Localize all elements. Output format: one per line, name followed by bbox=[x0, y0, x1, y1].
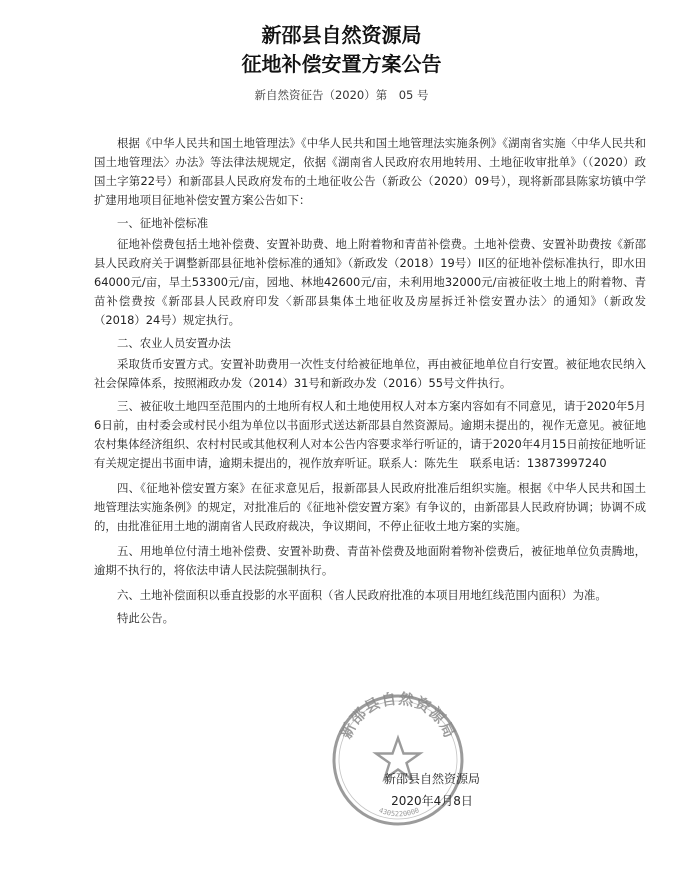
section-heading-resettlement: 二、农业人员安置办法 bbox=[117, 336, 231, 350]
objection-paragraph: 三、被征收土地四至范围内的土地所有权人和土地使用权人对本方案内容如有不同意见，请于2020年5月6日前，由村委会或村民小组为单位以书面形式送达新邵县自然资源局。逾期未提出的，视作无意见。被征地农村集体经济组织、农村村民或其他权利人对本公告内容要求举行听证的，请于2020年4月15日前按征地听证有关规定提出书面申请，逾期未提出的，视作放弃听证。联系人：陈先生 联系电话：13873997240 bbox=[94, 399, 646, 470]
issuer-title: 新邵县自然资源局 bbox=[261, 23, 422, 47]
svg-text:新邵县自然资源局 bbox=[337, 690, 459, 741]
closing-paragraph: 特此公告。 bbox=[117, 611, 174, 625]
signature-organization: 新邵县自然资源局 bbox=[383, 772, 480, 786]
enforcement-paragraph: 五、用地单位付清土地补偿费、安置补助费、青苗补偿费及地面附着物补偿费后，被征地单位负责腾地，逾期不执行的，将依法申请人民法院强制执行。 bbox=[94, 544, 646, 577]
resettlement-paragraph: 采取货币安置方式。安置补助费用一次性支付给被征地单位，再由被征地单位自行安置。被征地农民纳入社会保障体系，按照湘政办发（2014）31号和新政办发（2016）55号文件执行。 bbox=[94, 357, 646, 390]
official-seal-icon bbox=[328, 690, 468, 830]
seal-text: 新邵县自然资源局 bbox=[336, 690, 460, 742]
document-number: 新自然资征告（2020）第 05 号 bbox=[254, 88, 429, 102]
seal-code: 4305220000 bbox=[377, 806, 421, 819]
approval-paragraph: 四、《征地补偿安置方案》在征求意见后，报新邵县人民政府批准后组织实施。根据《中华人民共和国土地管理法实施条例》的规定，对批准后的《征地补偿安置方案》有争议的，由新邵县人民政府协调；协调不成的，由批准征用土地的湖南省人民政府裁决，争议期间，不停止征收土地方案的实施。 bbox=[94, 481, 646, 533]
compensation-paragraph: 征地补偿费包括土地补偿费、安置补助费、地上附着物和青苗补偿费。土地补偿费、安置补助费按《新邵县人民政府关于调整新邵县征地补偿标准的通知》（新政发（2018）19号）II区的征地补偿标准执行，即水田64000元/亩，旱土53300元/亩，园地、林地42600元/亩，未利用地32000元/亩被征收土地上的附着物、青苗补偿费按《新邵县人民政府印发〈新邵县集体土地征收及房屋拆迁补偿安置办法〉的通知》（新政发（2018）24号）规定执行。 bbox=[94, 237, 646, 327]
area-paragraph: 六、土地补偿面积以垂直投影的水平面积（省人民政府批准的本项目用地红线范围内面积）为准。 bbox=[117, 588, 607, 602]
notice-title: 征地补偿安置方案公告 bbox=[241, 52, 442, 76]
section-heading-compensation: 一、征地补偿标准 bbox=[117, 216, 209, 230]
signature-date: 2020年4月8日 bbox=[391, 794, 473, 808]
notice-body bbox=[94, 134, 646, 632]
intro-paragraph: 根据《中华人民共和国土地管理法》《中华人民共和国土地管理法实施条例》《湖南省实施〈中华人民共和国土地管理法〉办法》等法律法规规定，依据《湖南省人民政府农用地转用、土地征收审批单》（（2020）政国土字第22号）和新邵县人民政府发布的土地征收公告（新政公（2020）09号），现将新邵县陈家坊镇中学扩建用地项目征地补偿安置方案公告如下： bbox=[94, 136, 646, 207]
